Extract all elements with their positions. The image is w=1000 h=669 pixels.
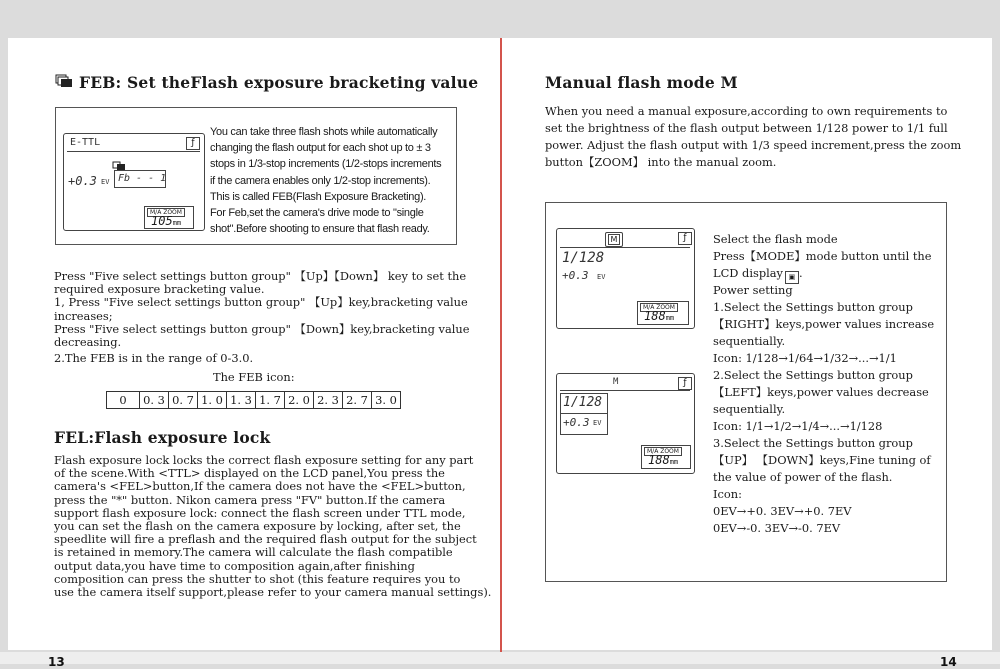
lcd-divider (560, 247, 690, 248)
fel-title: FEL:Flash exposure lock (54, 428, 271, 447)
zoom-number: 188 (648, 453, 670, 467)
feb-icon-cell: 1. 0 (198, 392, 227, 409)
zoom-label: M/A ZOOM (644, 447, 682, 456)
lcd-mode-m-icon (605, 232, 623, 247)
lcd-ev-value: +0.3 (68, 174, 97, 188)
lcd-m-icon: ▣ (785, 271, 799, 284)
feb-icon-cell: 3. 0 (372, 392, 401, 409)
lcd-divider (560, 390, 690, 391)
lcd-zoom-badge (637, 301, 689, 325)
feb-icon (55, 73, 73, 87)
feb-icon-table (106, 391, 401, 409)
zoom-number: 188 (644, 309, 666, 323)
page-number-right: 14 (940, 655, 957, 669)
feb-info-box (55, 107, 457, 245)
lcd-frame-divider (561, 413, 607, 414)
feb-icon-cell: 2. 7 (343, 392, 372, 409)
manual-steps-a: Select the flash mode Press【MODE】mode button until the (713, 232, 932, 263)
zoom-number: 105 (151, 214, 173, 228)
feb-icon-row (107, 392, 401, 409)
zoom-value (151, 215, 181, 230)
zoom-value (648, 454, 678, 469)
lcd-ev-unit: EV (597, 273, 606, 281)
lcd-divider (67, 151, 200, 152)
zoom-label: M/A ZOOM (147, 208, 185, 217)
feb-icon-cell: 0 (107, 392, 140, 409)
lcd-mode: E-TTL (70, 137, 101, 148)
lcd-ev-unit: EV (593, 419, 602, 427)
bottom-strip (0, 652, 1000, 664)
fel-text: Flash exposure lock locks the correct flash exposure setting for any part of the scene.With <TTL> displayed on the LCD panel,You press the camera's <FEL>button,If the camera does not have the <FEL>button, press the "*" button. Nikon camera press "FV" button.If the camera support flash exposure lock: connect the flash screen under TTL mode, you can set the flash on the camera exposure by locking, after set, the speedlite will fire a preflash and the required flash output for the subject is retained in memory.The camera will calculate the flash compatible output data,you have time to composition again,after finishing composition can press the shutter to shot (this feature requires you to use the camera itself support,please refer to your camera manual settings). (54, 453, 492, 600)
lcd-zoom-badge (144, 206, 194, 229)
page-number-left: 13 (48, 655, 65, 669)
feb-range: 2.The FEB is in the range of 0-3.0. (54, 351, 254, 365)
lcd-power-value: 1/128 (562, 250, 605, 266)
feb-mode-icon (112, 156, 126, 166)
manual-lcd-panel-2 (556, 373, 695, 474)
feb-icon-label: The FEB icon: (213, 370, 295, 384)
zoom-unit: mm (665, 314, 675, 322)
feb-instructions: Press "Five select settings button group" 【Up】【Down】 key to set the required exposure bracketing value. 1, Press "Five select settings button group" 【Up】key,bracketing value increases; Press "Five select settings button group" 【Down】key,bracketing value decreasing. (54, 269, 470, 350)
manual-info-box (545, 202, 947, 582)
feb-icon-cell: 1. 7 (256, 392, 285, 409)
flash-icon: ƒ (186, 137, 200, 150)
feb-lcd-panel (63, 133, 205, 231)
zoom-unit: mm (172, 219, 182, 227)
feb-icon-cell: 1. 3 (227, 392, 256, 409)
lcd-zoom-badge (641, 445, 691, 469)
zoom-label: M/A ZOOM (640, 303, 678, 312)
lcd-fb-value: Fb - - 1 (118, 173, 167, 184)
lcd-ev-value: +0.3 (562, 269, 589, 282)
flash-icon: ƒ (678, 232, 692, 245)
feb-icon-cell: 2. 0 (285, 392, 314, 409)
lcd-display-label: LCD display (713, 266, 783, 280)
lcd-ev-unit: EV (101, 178, 110, 186)
feb-icon-cell: 0. 7 (169, 392, 198, 409)
manual-title: Manual flash mode M (545, 73, 738, 92)
manual-steps-b: Power setting 1.Select the Settings button group 【RIGHT】keys,power values increase sequentially. Icon: 1/128→1/64→1/32→...→1/1 2.Select the Settings button group 【LEFT】keys,power values decrease sequentially. Icon: 1/1→1/2→1/4→...→1/128 3.Select the Settings button group 【UP】 【DOWN】keys,Fine tuning of the value of power of the flash. Icon: 0EV→+0. 3EV→+0. 7EV 0EV→-0. 3EV→-0. 7EV (713, 283, 935, 535)
lcd-display-line: LCD display ▣ . (713, 265, 943, 284)
feb-icon-cell: 2. 3 (314, 392, 343, 409)
feb-title: FEB: Set theFlash exposure bracketing value (79, 73, 479, 92)
feb-icon-cell: 0. 3 (140, 392, 169, 409)
zoom-value (644, 310, 674, 325)
zoom-unit: mm (669, 458, 679, 466)
manual-intro: When you need a manual exposure,according to own requirements to set the brightness of the flash output between 1/128 power to 1/1 full power. Adjust the flash output with 1/3 speed increment,press the zoom button【ZOOM】 into the manual zoom. (545, 104, 962, 169)
feb-description: You can take three flash shots while automatically changing the flash output for each shot up to ± 3 stops in 1/3-stop increments (1/2-stops increments if the camera enables only 1/2-stop increments). This is called FEB(Flash Exposure Bracketing). For Feb,set the camera's drive mode to "single shot".Before shooting to ensure that flash ready. (210, 126, 442, 236)
lcd-mode-text: M (608, 234, 621, 245)
page-spine (500, 38, 502, 664)
lcd-ev-value: +0.3 (563, 416, 590, 429)
lcd-power-value: 1/128 (563, 395, 603, 410)
lcd-mode-text: M (613, 377, 619, 387)
flash-icon: ƒ (678, 377, 692, 390)
manual-lcd-panel-1 (556, 228, 695, 329)
